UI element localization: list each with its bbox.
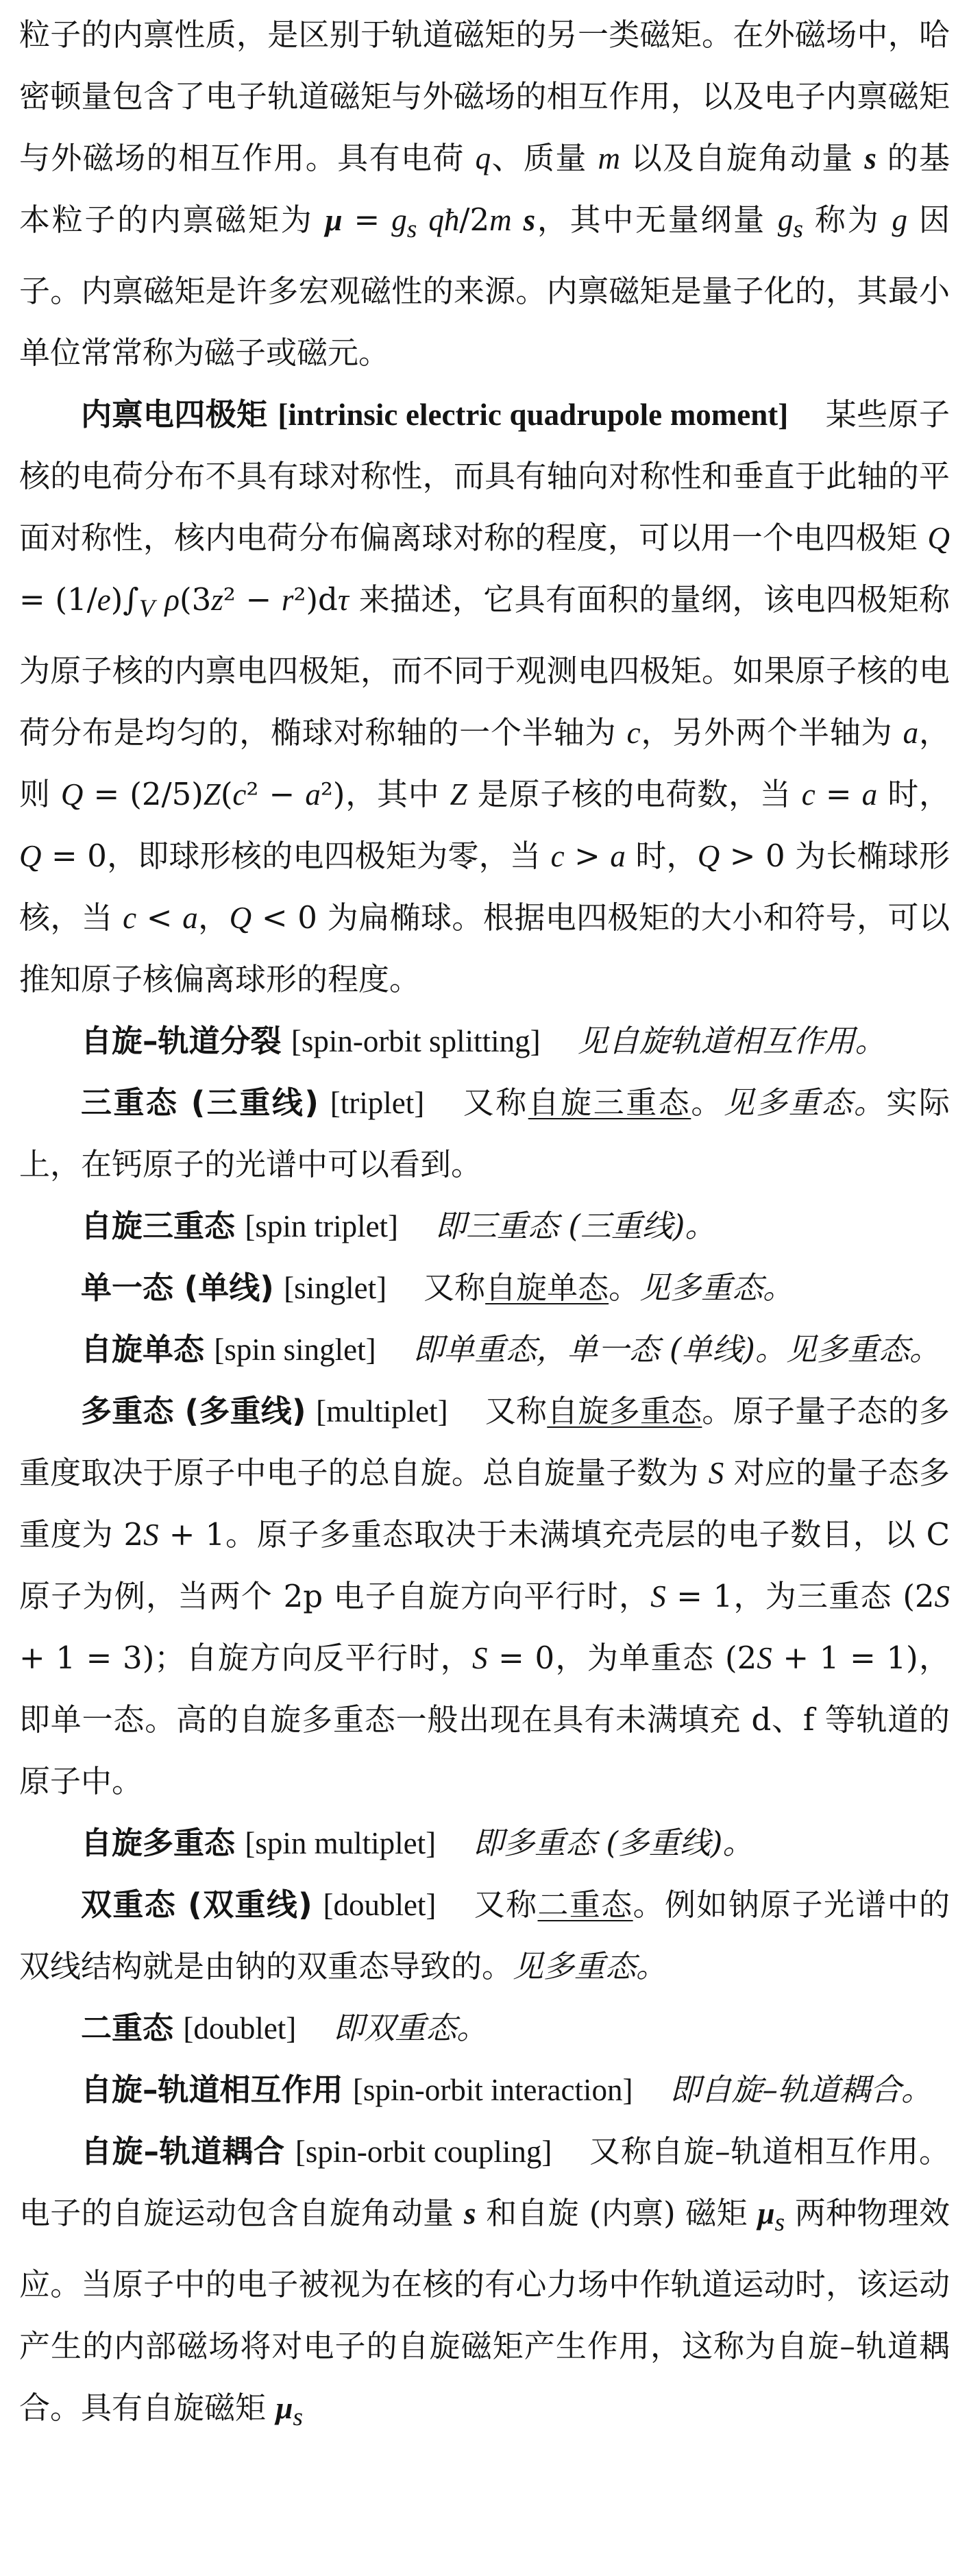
entry-english: [spin singlet] xyxy=(214,1333,376,1367)
entry-english: [triplet] xyxy=(330,1086,425,1120)
entry-english: [singlet] xyxy=(284,1271,387,1305)
entry-english: [spin multiplet] xyxy=(245,1826,437,1860)
entry-english: [intrinsic electric quadrupole moment] xyxy=(278,398,789,432)
entry-term: 自旋–轨道分裂 xyxy=(81,1023,282,1059)
entry-term: 内禀电四极矩 xyxy=(81,396,268,433)
entry-doublet-2 xyxy=(19,1997,950,2059)
entry-intrinsic-quadrupole xyxy=(19,384,950,1010)
entry-doublet: 双重态 (双重线) [doublet] 又称二重态。例如钠原子光谱中的双线结构就是由钠的双重态导致的。见多重态。 xyxy=(19,1886,950,1984)
entry-reference: 见自旋轨道相互作用。 xyxy=(577,1023,886,1059)
entry-term: 自旋单态 xyxy=(81,1331,205,1368)
entry-term: 双重态 (双重线) xyxy=(81,1886,312,1923)
entry-multiplet: 多重态 (多重线) [multiplet] 又称自旋多重态。原子量子态的多重度取决于原子中电子的总自旋。总自旋量子数为 S 对应的量子态多重度为 2S + 1。原子多重态取决于未满填充壳层的电子数目，以 C 原子为例，当两个 2p 电子自旋方向平行时，S = 1，为三重态 (2S + 1 = 3)；自旋方向反平行时，S = 0，为单重态 (2S + 1 = 1)，即单一态。高的自旋多重态一般出现在具有未满填充 d、f 等轨道的原子中。 xyxy=(19,1393,950,1799)
entry-link[interactable]: 自旋多重态 xyxy=(547,1393,702,1429)
entry-term: 多重态 (多重线) xyxy=(81,1393,306,1429)
entry-triplet: 三重态 (三重线) [triplet] 又称自旋三重态。见多重态。实际上，在钙原子的光谱中可以看到。 xyxy=(19,1084,950,1182)
entry-reference: 即三重态 (三重线)。 xyxy=(435,1208,716,1244)
entry-english: [doublet] xyxy=(183,2011,297,2045)
entry-english: [spin-orbit interaction] xyxy=(352,2073,633,2107)
entry-english: [doublet] xyxy=(323,1888,437,1922)
entry-reference: 即双重态。 xyxy=(333,2010,488,2046)
entry-reference: 见多重态。 xyxy=(639,1269,794,1306)
entry-link[interactable]: 二重态 xyxy=(537,1886,633,1923)
entry-reference: 见多重态。 xyxy=(723,1084,887,1121)
entry-body: 原子量子态的多重度取决于原子中电子的总自旋。总自旋量子数为 S 对应的量子态多重度为 2S + 1。原子多重态取决于未满填充壳层的电子数目，以 C 原子为例，当两个 2p 电子自旋方向平行时，S = 1，为三重态 (2S + 1 = 3)；自旋方向反平行时，S = 0，为单重态 (2S + 1 = 1)，即单一态。高的自旋多重态一般出现在具有未满填充 d、f 等轨道的原子中。 xyxy=(19,1393,950,1799)
entry-term: 自旋多重态 xyxy=(81,1825,236,1861)
entry-body: 又称自旋–轨道相互作用。电子的自旋运动包含自旋角动量 s 和自旋 (内禀) 磁矩 $\mu_s$ 两种物理效应。当原子中的电子被视为在核的有心力场中作轨道运动时，该运动产生的内部磁场将对电子的自旋磁矩产生作用，这称为自旋–轨道耦合。具有自旋磁矩 $\mu_s$ xyxy=(19,2133,950,2431)
entry-spin-triplet xyxy=(19,1195,950,1257)
entry-link[interactable]: 自旋三重态 xyxy=(528,1084,691,1121)
entry-singlet: 单一态 (单线) [singlet] 又称自旋单态。见多重态。 xyxy=(81,1269,794,1306)
entry-link[interactable]: 自旋单态 xyxy=(485,1269,609,1306)
entry-spin-orbit-coupling xyxy=(19,2121,950,2449)
entry-english: [multiplet] xyxy=(316,1394,448,1429)
entry-spin-orbit-interaction xyxy=(19,2059,950,2121)
continuation-paragraph: 粒子的内禀性质，是区别于轨道磁矩的另一类磁矩。在外磁场中，哈密顿量包含了电子轨道磁矩与外磁场的相互作用，以及电子内禀磁矩与外磁场的相互作用。具有电荷 q、质量 m 以及自旋角动量 s 的基本粒子的内禀磁矩为 $\mu = g_s$ qħ/2m s，其中无量纲量 $g_s$ 称为 g 因子。内禀磁矩是许多宏观磁性的来源。内禀磁矩是量子化的，其最小单位常常称为磁子或磁元。 xyxy=(19,16,950,371)
entry-term: 二重态 xyxy=(81,2010,174,2046)
entry-term: 自旋–轨道耦合 xyxy=(81,2133,285,2170)
entry-spin-multiplet xyxy=(19,1812,950,1874)
entry-reference: 见多重态。 xyxy=(513,1948,667,1984)
entry-english: [spin-orbit splitting] xyxy=(291,1024,541,1058)
entry-term: 自旋–轨道相互作用 xyxy=(81,2071,343,2108)
entry-term: 三重态 (三重线) xyxy=(81,1084,319,1121)
entry-spin-singlet xyxy=(19,1319,950,1381)
entry-body: 某些原子核的电荷分布不具有球对称性，而具有轴向对称性和垂直于此轴的平面对称性，核内电荷分布偏离球对称的程度，可以用一个电四极矩 $Q = (1/e)\int_V$ ρ(3z² − r²)dτ 来描述，它具有面积的量纲，该电四极矩称为原子核的内禀电四极矩，而不同于观测电四极矩。如果原子核的电荷分布是均匀的，椭球对称轴的一个半轴为 c，另外两个半轴为 a，则 Q = (2/5)Z(c² − a²)，其中 Z 是原子核的电荷数，当 c = a 时，Q = 0，即球形核的电四极矩为零，当 c > a 时，Q > 0 为长椭球形核，当 c < a，Q < 0 为扁椭球。根据电四极矩的大小和符号，可以推知原子核偏离球形的程度。 xyxy=(19,396,950,997)
entry-english: [spin triplet] xyxy=(245,1209,399,1243)
entry-reference: 即自旋–轨道耦合。 xyxy=(670,2071,932,2108)
entry-term: 单一态 (单线) xyxy=(81,1269,274,1306)
entry-term: 自旋三重态 xyxy=(81,1208,236,1244)
entry-reference: 即多重态 (多重线)。 xyxy=(473,1825,754,1861)
entry-reference: 即单重态，单一态 (单线)。见多重态。 xyxy=(413,1331,940,1368)
entry-spin-orbit-splitting xyxy=(19,1010,950,1072)
entry-english: [spin-orbit coupling] xyxy=(295,2135,552,2169)
